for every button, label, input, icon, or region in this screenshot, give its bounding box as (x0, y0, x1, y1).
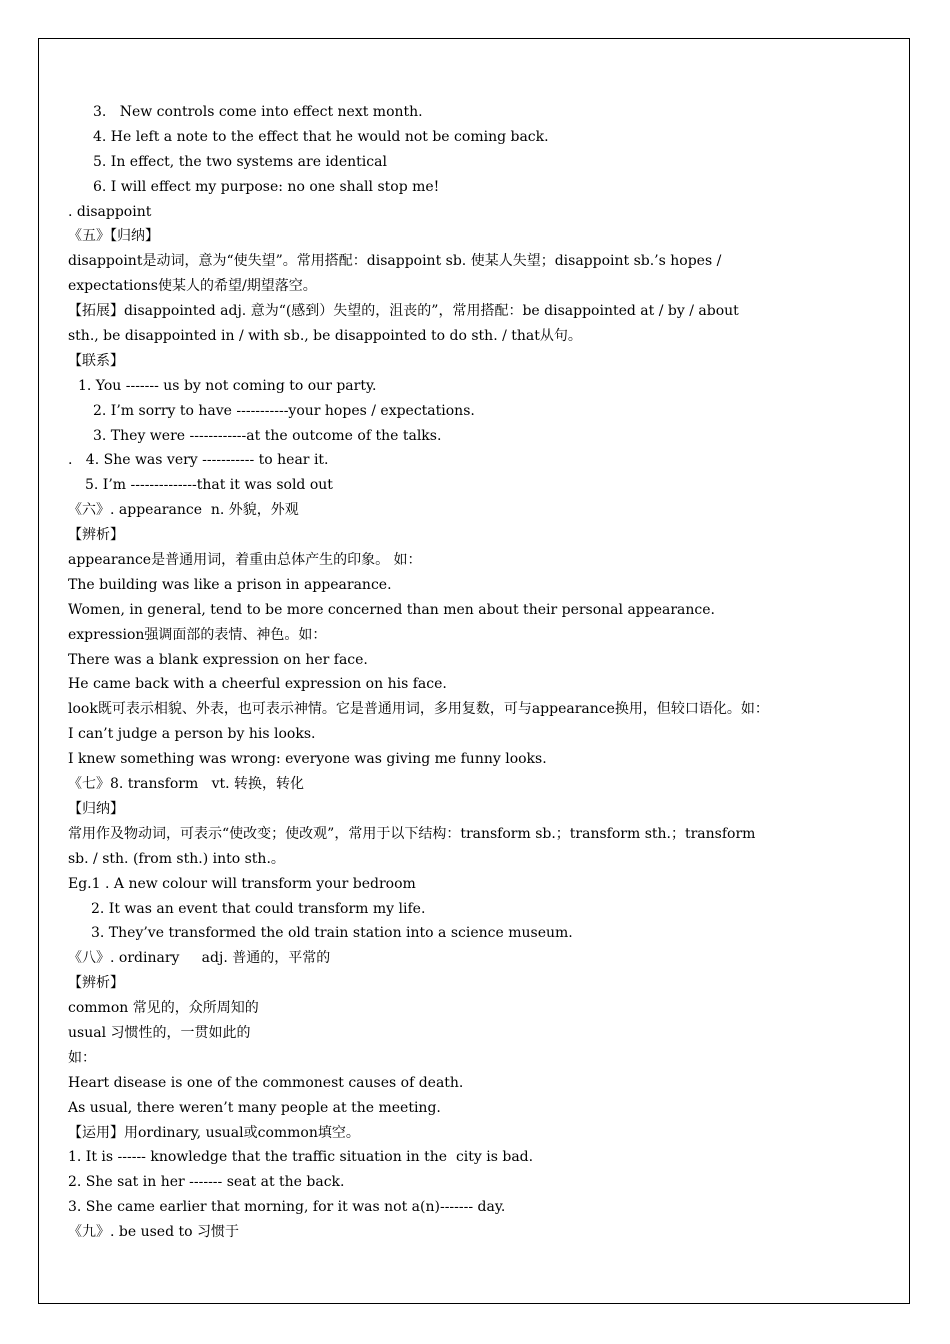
text-line: He came back with a cheerful expression on his face. (68, 676, 447, 693)
text-line: 5. In effect, the two systems are identical (93, 153, 387, 170)
text-line: 3. New controls come into effect next month. (93, 104, 423, 120)
text-line: 《六》. appearance n. 外貌，外观 (68, 502, 299, 519)
text-line: 【拓展】disappointed adj. 意为“(感到）失望的，沮丧的”，常用搭配：be disappointed at / by / about (68, 303, 739, 320)
text-line: I can’t judge a person by his looks. (68, 726, 316, 743)
text-line: 1. You ------- us by not coming to our party. (78, 377, 377, 394)
text-line: Eg.1 . A new colour will transform your bedroom (68, 875, 416, 892)
text-line: 1. It is ------ knowledge that the traffic situation in the city is bad. (68, 1149, 534, 1166)
text-line: expectations使某人的希望/期望落空。 (68, 278, 317, 295)
text-line: look既可表示相貌、外表，也可表示神情。它是普通用词，多用复数，可与appearance换用，但较口语化。如： (68, 701, 769, 718)
text-line: 【辨析】 (68, 527, 124, 544)
text-line: appearance是普通用词，着重由总体产生的印象。 如： (68, 552, 422, 569)
text-line: 《五》【归纳】 (68, 228, 159, 245)
text-line: common 常见的，众所周知的 (68, 1000, 259, 1017)
text-line: Heart disease is one of the commonest causes of death. (68, 1074, 464, 1091)
text-line: 【辨析】 (68, 975, 124, 992)
text-line: 3. They’ve transformed the old train station into a science museum. (91, 925, 573, 942)
text-line: 常用作及物动词，可表示“使改变；使改观”，常用于以下结构：transform sb.；transform sth.；transform (68, 825, 756, 842)
text-line: 《八》. ordinary adj. 普通的，平常的 (68, 950, 331, 967)
text-line: Women, in general, tend to be more concerned than men about their personal appearance. (68, 601, 715, 618)
text-line: expression强调面部的表情、神色。如： (68, 626, 327, 643)
text-line: disappoint是动词，意为“使失望”。常用搭配：disappoint sb. 使某人失望；disappoint sb.’s hopes / (68, 253, 722, 270)
text-line: 2. It was an event that could transform my life. (91, 900, 426, 917)
document-body (68, 100, 868, 1245)
text-line: 如： (68, 1049, 96, 1066)
text-line: sth., be disappointed in / with sb., be disappointed to do sth. / that从句。 (68, 328, 582, 345)
text-line: usual 习惯性的，一贯如此的 (68, 1024, 251, 1041)
text-line: As usual, there weren’t many people at the meeting. (68, 1099, 441, 1116)
text-line: I knew something was wrong: everyone was giving me funny looks. (68, 751, 547, 768)
text-line: 《九》. be used to 习惯于 (68, 1224, 240, 1241)
text-line: sb. / sth. (from sth.) into sth.。 (68, 850, 285, 867)
text-line: 6. I will effect my purpose: no one shall stop me! (93, 178, 440, 195)
text-line: 3. She came earlier that morning, for it was not a(n)------- day. (68, 1199, 506, 1216)
text-line: 【运用】用ordinary, usual或common填空。 (68, 1124, 360, 1141)
text-line: 【归纳】 (68, 800, 124, 817)
text-line: There was a blank expression on her face. (68, 651, 368, 668)
text-line: 3. They were ------------at the outcome of the talks. (93, 427, 442, 444)
text-line: . disappoint (68, 203, 152, 220)
text-line: The building was like a prison in appearance. (68, 576, 392, 593)
text-line: . 4. She was very ----------- to hear it. (68, 452, 329, 469)
text-line: 4. He left a note to the effect that he would not be coming back. (93, 128, 549, 145)
text-line: 2. She sat in her ------- seat at the back. (68, 1174, 345, 1191)
text-line: 2. I’m sorry to have -----------your hopes / expectations. (93, 402, 475, 419)
text-line: 【联系】 (68, 352, 124, 369)
text-line: 《七》8. transform vt. 转换，转化 (68, 776, 305, 793)
text-line: 5. I’m --------------that it was sold out (85, 477, 333, 494)
